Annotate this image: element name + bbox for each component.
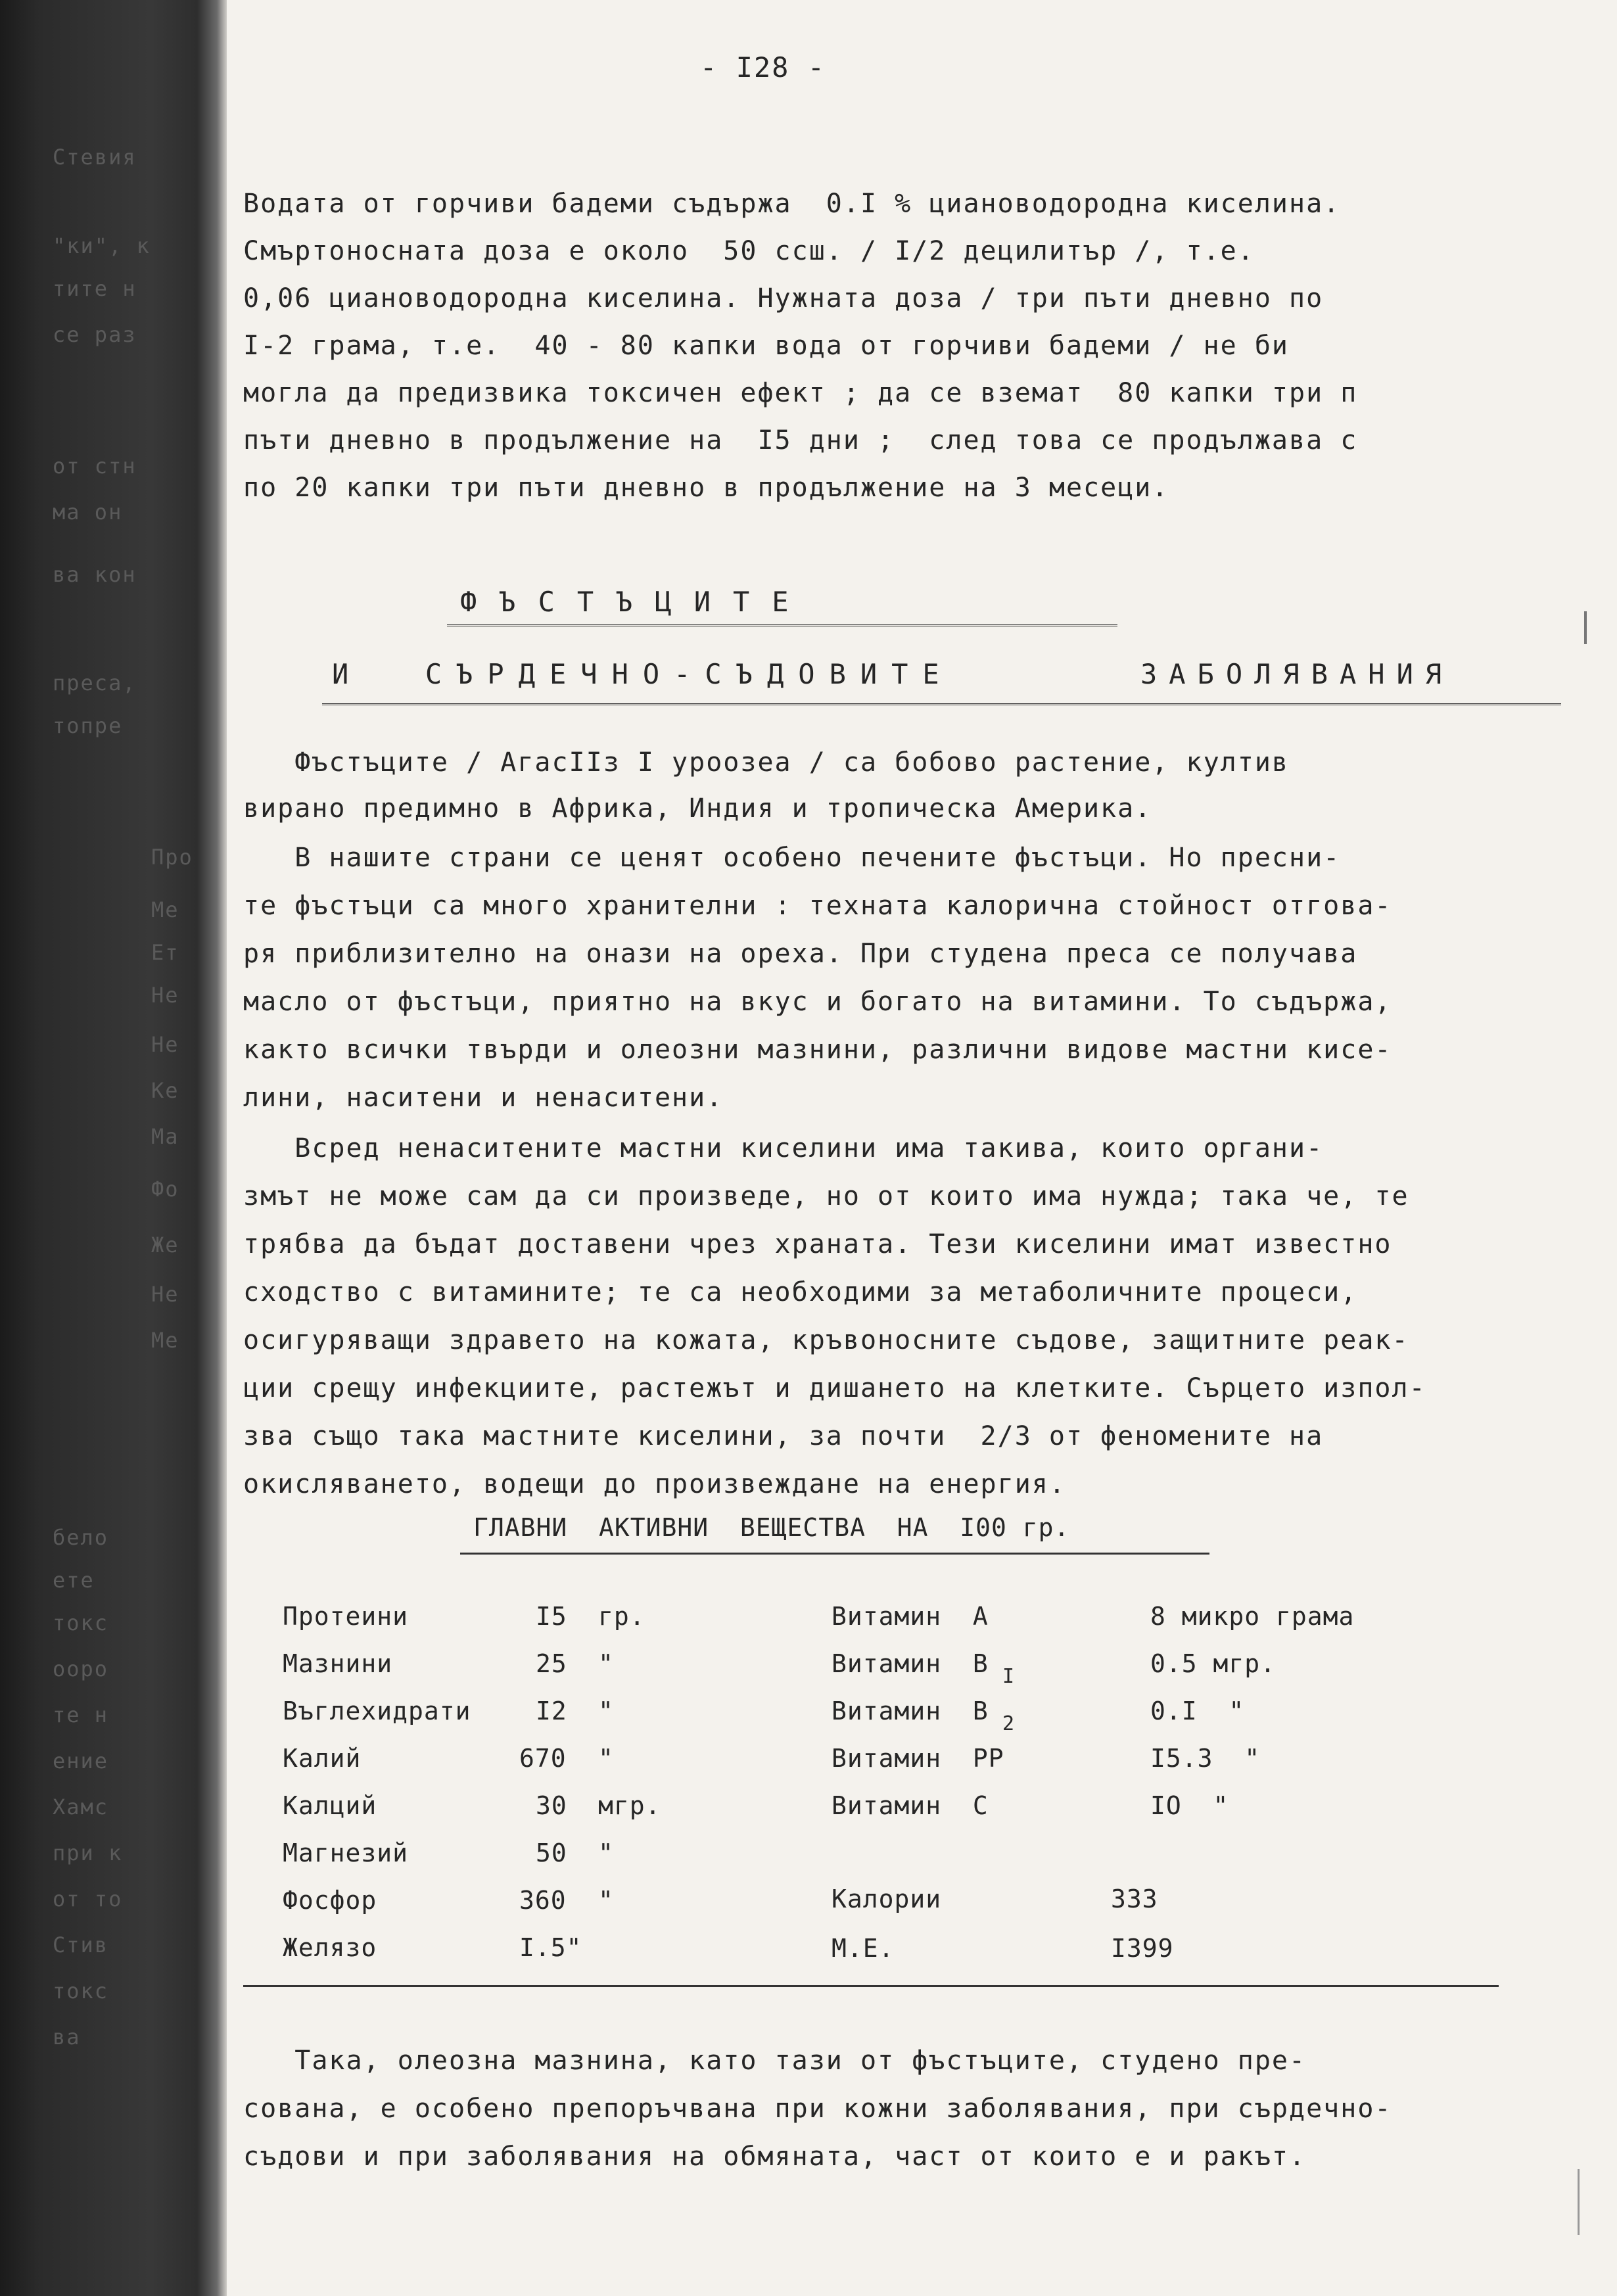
total-name: Калории	[832, 1885, 942, 1913]
binding-fragment: ма он	[53, 500, 123, 525]
text-line: съдови и при заболявания на обмяната, част от които е и ракът.	[243, 2142, 1307, 2172]
nutrient-unit: мгр.	[598, 1791, 661, 1820]
page-number: - I28 -	[700, 51, 826, 83]
binding-fragment: Стив	[53, 1933, 109, 1957]
nutrient-value: I.5"	[519, 1933, 582, 1962]
binding-fragment: Хамс	[53, 1794, 109, 1819]
heading-double-rule	[322, 703, 1561, 705]
text-line: вирано предимно в Африка, Индия и тропическа Америка.	[243, 793, 1152, 824]
vitamin-value: 0.5 мгр.	[1150, 1649, 1277, 1678]
text-line: трябва да бъдат доставени чрез храната. Тези киселини имат известно	[243, 1229, 1392, 1259]
vitamin-value: I5.3 "	[1150, 1744, 1261, 1773]
text-line: могла да предизвика токсичен ефект ; да се вземат 80 капки три п	[243, 378, 1358, 408]
binding-fragment: тите н	[53, 276, 137, 301]
binding-fragment: токс	[53, 1979, 109, 2003]
table-bottom-rule	[243, 1985, 1499, 1987]
text-line: осигуряващи здравето на кожата, кръвоносните съдове, защитните реак-	[243, 1325, 1409, 1355]
nutrient-name: Фосфор	[283, 1886, 377, 1915]
binding-fragment: се раз	[53, 322, 137, 347]
vitamin-value: 0.I "	[1150, 1697, 1245, 1725]
text-line: сходство с витамините; те са необходими за метаболичните процеси,	[243, 1277, 1358, 1307]
vitamin-name: Витамин С	[832, 1791, 989, 1820]
binding-fragment: ете	[53, 1568, 95, 1593]
nutrient-value: 360	[519, 1886, 567, 1915]
text-line: I-2 грама, т.е. 40 - 80 капки вода от горчиви бадеми / не би	[243, 331, 1290, 361]
vitamin-name: Витамин В	[832, 1649, 989, 1678]
binding-bleed-text	[0, 0, 227, 2296]
heading-subtitle-right: ЗАБОЛЯВАНИЯ	[1140, 658, 1454, 690]
nutrient-name: Протеини	[283, 1602, 409, 1631]
total-name: М.Е.	[832, 1934, 895, 1963]
text-line: лини, наситени и ненаситени.	[243, 1083, 724, 1113]
binding-fragment: преса,	[53, 670, 137, 695]
nutrient-unit: "	[598, 1649, 614, 1678]
text-line: зва също така мастните киселини, за почти 2/3 от феномените на	[243, 1421, 1324, 1451]
binding-fragment: те н	[53, 1702, 109, 1727]
binding-fragment: Не	[151, 1282, 179, 1307]
text-line: Водата от горчиви бадеми съдържа 0.I % циановодородна киселина.	[243, 189, 1341, 219]
nutrient-name: Калций	[283, 1791, 377, 1820]
scan-mark	[1578, 2169, 1580, 2235]
vitamin-name: Витамин РР	[832, 1744, 1004, 1773]
binding-fragment: Ке	[151, 1078, 179, 1103]
heading-title: ФЪСТЪЦИТЕ	[460, 586, 811, 618]
nutrient-value: I5	[536, 1602, 567, 1631]
text-line: както всички твърди и олеозни мазнини, различни видове мастни кисе-	[243, 1035, 1392, 1065]
binding-fragment: Же	[151, 1232, 179, 1257]
nutrient-name: Въглехидрати	[283, 1697, 471, 1725]
text-line: сована, е особено препоръчвана при кожни заболявания, при сърдечно-	[243, 2094, 1392, 2124]
binding-fragment: Не	[151, 1032, 179, 1057]
nutrient-unit: "	[598, 1839, 614, 1867]
text-line: пъти дневно в продължение на I5 дни ; след това се продължава с	[243, 425, 1358, 456]
binding-fragment: "ки", к	[53, 233, 151, 258]
text-line: ции срещу инфекциите, растежът и дишането на клетките. Сърцето изпол-	[243, 1373, 1426, 1403]
nutrient-name: Мазнини	[283, 1649, 393, 1678]
vitamin-name: Витамин А	[832, 1602, 989, 1631]
text-line: Така, олеозна мазнина, като тази от фъстъците, студено пре-	[243, 2046, 1307, 2076]
total-value: I399	[1111, 1934, 1174, 1963]
nutrient-value: I2	[536, 1697, 567, 1725]
nutrient-unit: "	[598, 1697, 614, 1725]
text-line: В нашите страни се ценят особено печените фъстъци. Но пресни-	[243, 843, 1341, 873]
heading-underline	[447, 624, 1117, 626]
nutrient-name: Желязо	[283, 1933, 377, 1962]
binding-fragment: Фо	[151, 1177, 179, 1202]
scan-mark	[1584, 611, 1587, 644]
binding-fragment: ва кон	[53, 562, 137, 587]
binding-fragment: Про	[151, 845, 193, 870]
vitamin-subscript: I	[1002, 1665, 1016, 1688]
binding-fragment: Стевия	[53, 145, 137, 170]
nutrient-unit: "	[598, 1886, 614, 1915]
binding-fragment: Не	[151, 983, 179, 1008]
binding-fragment: при к	[53, 1840, 123, 1865]
binding-fragment: топре	[53, 713, 123, 738]
binding-fragment: бело	[53, 1525, 109, 1550]
text-line: Всред ненаситените мастни киселини има такива, които органи-	[243, 1133, 1324, 1163]
binding-fragment: ооро	[53, 1656, 109, 1681]
text-line: окисляването, водещи до произвеждане на енергия.	[243, 1469, 1066, 1499]
text-line: ря приблизително на онази на ореха. При студена преса се получава	[243, 939, 1358, 969]
text-line: Фъстъците / АгасIIз I уроозеа / са бобово растение, култив	[243, 747, 1290, 778]
heading-subtitle-left: И СЪРДЕЧНО-СЪДОВИТЕ	[332, 658, 954, 690]
vitamin-value: 8 микро грама	[1150, 1602, 1355, 1631]
binding-fragment: Ет	[151, 940, 179, 965]
text-line: масло от фъстъци, приятно на вкус и богато на витамини. То съдържа,	[243, 987, 1392, 1017]
nutrient-value: 670	[519, 1744, 567, 1773]
text-line: змът не може сам да си произведе, но от които има нужда; така че, те	[243, 1181, 1409, 1211]
binding-fragment: Ма	[151, 1124, 179, 1149]
nutrient-unit: гр.	[598, 1602, 645, 1631]
nutrient-unit: "	[598, 1744, 614, 1773]
nutrient-value: 50	[536, 1839, 567, 1867]
nutrient-value: 30	[536, 1791, 567, 1820]
text-line: 0,06 циановодородна киселина. Нужната доза / три пъти дневно по	[243, 283, 1324, 314]
nutrient-name: Магнезий	[283, 1839, 409, 1867]
vitamin-subscript: 2	[1002, 1712, 1016, 1735]
table-title-rule	[460, 1553, 1209, 1555]
nutrient-value: 25	[536, 1649, 567, 1678]
text-line: Смъртоносната доза е около 50 ссш. / I/2 децилитър /, т.е.	[243, 236, 1255, 266]
text-line: те фъстъци са много хранителни : техната калорична стойност отгова-	[243, 891, 1392, 921]
binding-fragment: ение	[53, 1748, 109, 1773]
document-page	[227, 0, 1617, 2296]
binding-fragment: ва	[53, 2025, 81, 2050]
binding-fragment: Ме	[151, 1328, 179, 1353]
binding-fragment: Ме	[151, 897, 179, 922]
nutrient-name: Калий	[283, 1744, 362, 1773]
text-line: по 20 капки три пъти дневно в продължение на 3 месеци.	[243, 473, 1169, 503]
binding-fragment: от стн	[53, 454, 137, 479]
vitamin-value: IO "	[1150, 1791, 1229, 1820]
vitamin-name: Витамин В	[832, 1697, 989, 1725]
binding-fragment: от то	[53, 1886, 123, 1911]
table-title: ГЛАВНИ АКТИВНИ ВЕЩЕСТВА НА I00 гр.	[473, 1513, 1070, 1542]
total-value: 333	[1111, 1885, 1158, 1913]
binding-fragment: токс	[53, 1610, 109, 1635]
